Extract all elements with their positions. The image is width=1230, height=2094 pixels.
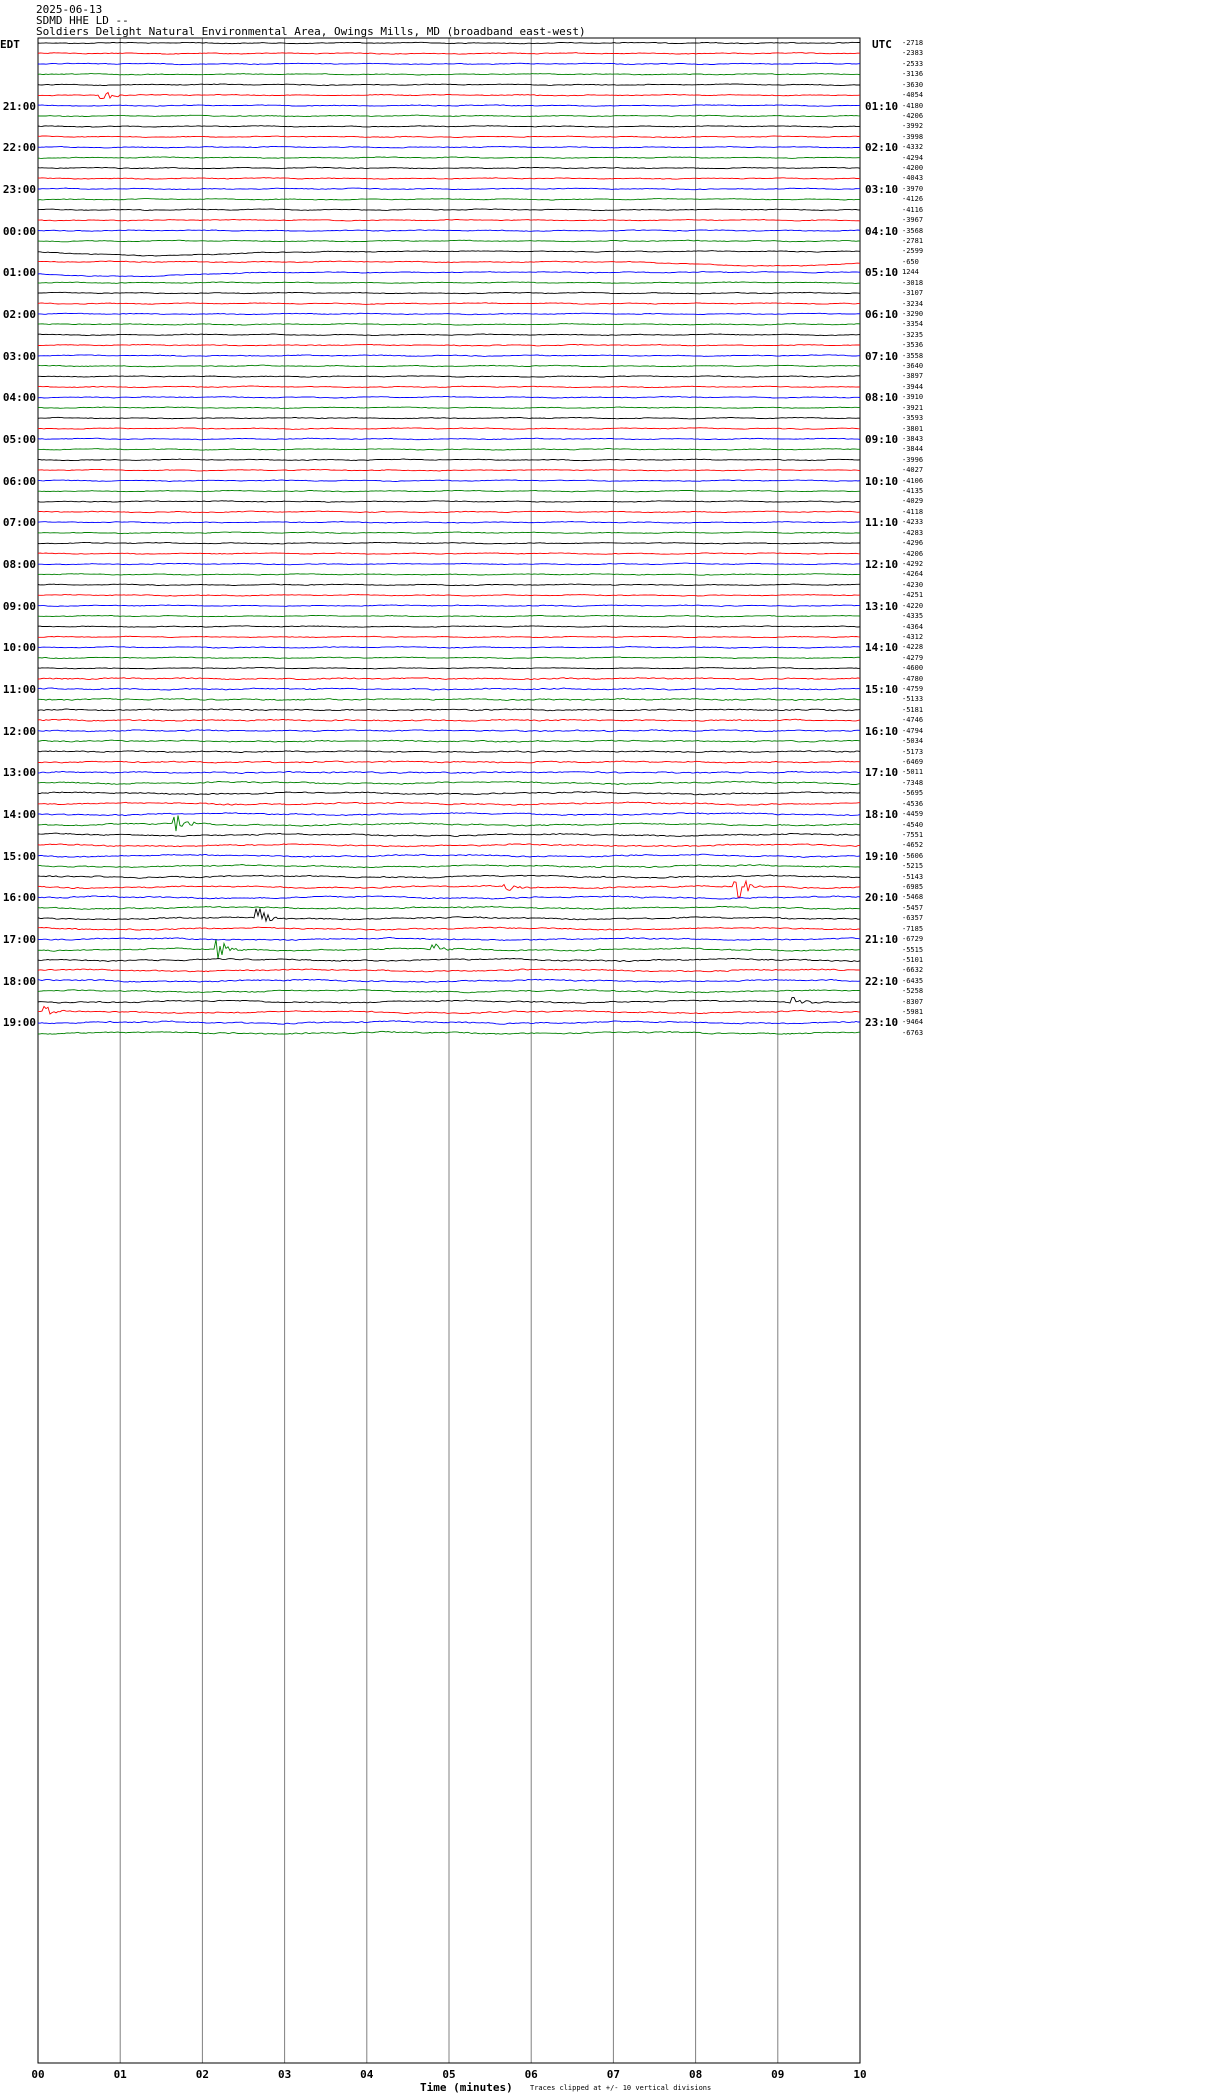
left-hour-label: 03:00 <box>2 349 36 363</box>
left-hour-label: 02:00 <box>2 307 36 321</box>
trace-count-label: -3844 <box>902 445 924 454</box>
left-hour-label: 19:00 <box>2 1016 36 1030</box>
left-hour-label: 12:00 <box>2 724 36 738</box>
left-hour-label: 09:00 <box>2 599 36 613</box>
trace-count-label: -6729 <box>902 935 924 944</box>
x-tick-label: 08 <box>688 2068 703 2081</box>
trace-count-label: -5173 <box>902 747 924 756</box>
x-tick-label: 09 <box>771 2068 785 2081</box>
x-axis-label: Time (minutes) <box>420 2081 513 2094</box>
trace-count-label: -5215 <box>902 862 924 871</box>
right-hour-label: 16:10 <box>865 724 899 738</box>
trace-count-label: -6763 <box>902 1028 924 1037</box>
right-hour-label: 22:10 <box>865 974 899 988</box>
right-hour-label: 17:10 <box>865 766 899 780</box>
trace-count-label: -4794 <box>902 726 924 735</box>
trace-count-label: -4459 <box>902 810 924 819</box>
trace-count-label: -3998 <box>902 132 924 141</box>
trace-count-label: -4054 <box>902 91 924 100</box>
left-hour-label: 10:00 <box>2 641 36 655</box>
trace-count-label: -4206 <box>902 111 924 120</box>
left-hour-label: 18:00 <box>2 974 36 988</box>
left-hour-label: 17:00 <box>2 933 36 947</box>
trace-count-label: -5981 <box>902 1008 924 1017</box>
right-hour-label: 21:10 <box>865 933 899 947</box>
trace-count-label: -3970 <box>902 184 924 193</box>
trace-count-label: -8307 <box>902 997 924 1006</box>
trace-count-label: -4652 <box>902 841 924 850</box>
trace-count-label: 1244 <box>902 268 919 277</box>
trace-count-label: -4312 <box>902 632 924 641</box>
right-hour-label: 19:10 <box>865 849 899 863</box>
trace-count-label: -3235 <box>902 330 924 339</box>
right-hour-label: 05:10 <box>865 266 899 280</box>
right-hour-label: 13:10 <box>865 599 899 613</box>
trace-count-label: -4780 <box>902 674 924 683</box>
trace-count-label: -3843 <box>902 434 924 443</box>
trace-count-label: -4335 <box>902 612 924 621</box>
trace-count-label: -4027 <box>902 466 924 475</box>
right-hour-label: 09:10 <box>865 432 899 446</box>
trace-count-label: -4029 <box>902 497 924 506</box>
trace-count-label: -6435 <box>902 976 924 985</box>
left-hour-label: 15:00 <box>2 849 36 863</box>
right-hour-label: 02:10 <box>865 141 899 155</box>
right-hour-label: 14:10 <box>865 641 899 655</box>
trace-count-label: -5101 <box>902 955 924 964</box>
right-hour-label: 06:10 <box>865 307 899 321</box>
trace-count-label: -5515 <box>902 945 924 954</box>
trace-count-label: -4116 <box>902 205 924 214</box>
trace-count-label: -3354 <box>902 320 924 329</box>
left-hour-label: 16:00 <box>2 891 36 905</box>
right-hour-label: 23:10 <box>865 1016 899 1030</box>
trace-count-label: -3107 <box>902 289 924 298</box>
trace-count-label: -5468 <box>902 893 924 902</box>
right-hour-label: 11:10 <box>865 516 899 530</box>
station-label: SDMD HHE LD -- <box>36 14 129 27</box>
x-tick-label: 10 <box>853 2068 867 2081</box>
trace-count-label: -3992 <box>902 122 924 131</box>
right-hour-label: 15:10 <box>865 683 899 697</box>
trace-count-label: -3630 <box>902 80 924 89</box>
right-hour-label: 04:10 <box>865 224 899 238</box>
trace-count-label: -4106 <box>902 476 924 485</box>
trace-count-label: -3996 <box>902 455 924 464</box>
trace-count-label: -6357 <box>902 914 924 923</box>
trace-count-label: -4264 <box>902 570 924 579</box>
left-hour-label: 21:00 <box>2 99 36 113</box>
trace-count-label: -2599 <box>902 247 924 256</box>
trace-count-label: -7551 <box>902 830 924 839</box>
trace-count-label: -3640 <box>902 362 924 371</box>
left-hour-label: 13:00 <box>2 766 36 780</box>
left-timezone-label: EDT <box>0 38 20 51</box>
trace-count-label: -4180 <box>902 101 924 110</box>
right-hour-label: 12:10 <box>865 558 899 571</box>
right-timezone-label: UTC <box>872 38 892 51</box>
trace-count-label: -2718 <box>902 39 924 47</box>
left-hour-label: 22:00 <box>2 141 36 155</box>
trace-count-label: -3136 <box>902 70 924 79</box>
left-hour-label: 00:00 <box>2 224 36 238</box>
x-tick-label: 03 <box>277 2068 292 2081</box>
trace-count-label: -9464 <box>902 1018 924 1027</box>
trace-count-label: -3967 <box>902 216 924 225</box>
trace-count-label: -4206 <box>902 549 924 558</box>
trace-count-label: -4135 <box>902 487 924 496</box>
left-hour-label: 08:00 <box>2 558 36 571</box>
trace-count-label: -4600 <box>902 664 924 673</box>
left-hour-label: 07:00 <box>2 516 36 530</box>
left-hour-label: 14:00 <box>2 808 36 822</box>
trace-count-label: -5258 <box>902 987 924 996</box>
trace-count-label: -4251 <box>902 591 924 600</box>
trace-count-label: -2781 <box>902 236 924 245</box>
right-hour-label: 03:10 <box>865 182 899 196</box>
trace-count-label: -4279 <box>902 653 924 662</box>
trace-count-label: -5606 <box>902 851 924 860</box>
left-hour-label: 06:00 <box>2 474 36 488</box>
x-tick-label: 07 <box>606 2068 621 2081</box>
trace-count-label: -4294 <box>902 153 924 162</box>
right-hour-label: 01:10 <box>865 99 899 113</box>
right-hour-label: 07:10 <box>865 349 899 363</box>
x-tick-label: 02 <box>195 2068 210 2081</box>
right-hour-label: 08:10 <box>865 391 899 405</box>
left-hour-label: 01:00 <box>2 266 36 280</box>
time-grid <box>38 38 860 2063</box>
trace-count-label: -650 <box>902 257 919 266</box>
trace-count-label: -3290 <box>902 309 924 318</box>
trace-count-label: -5181 <box>902 705 924 714</box>
trace-count-label: -5133 <box>902 695 924 704</box>
trace-count-label: -4233 <box>902 518 924 527</box>
trace-count-label: -4364 <box>902 622 924 631</box>
trace-count-label: -2383 <box>902 49 924 58</box>
clipping-note: Traces clipped at +/- 10 vertical divisions <box>530 2084 712 2092</box>
trace-count-label: -4200 <box>902 164 924 173</box>
trace-count-label: -6985 <box>902 883 924 892</box>
left-hour-label: 05:00 <box>2 432 36 446</box>
trace-count-label: -2533 <box>902 59 924 68</box>
trace-count-label: -4283 <box>902 528 924 537</box>
trace-count-label: -4220 <box>902 601 924 610</box>
right-hour-label: 20:10 <box>865 891 899 905</box>
trace-count-label: -4746 <box>902 716 924 725</box>
x-tick-label: 05 <box>442 2068 456 2081</box>
trace-count-label: -5695 <box>902 789 924 798</box>
trace-count-label: -5457 <box>902 903 924 912</box>
trace-count-label: -3593 <box>902 414 924 423</box>
trace-count-label: -7348 <box>902 778 924 787</box>
trace-count-label: -3801 <box>902 424 924 433</box>
trace-count-label: -6632 <box>902 966 924 975</box>
x-tick-label: 06 <box>524 2068 538 2081</box>
trace-count-label: -3558 <box>902 351 924 360</box>
right-hour-label: 18:10 <box>865 808 899 822</box>
trace-count-label: -4536 <box>902 799 924 808</box>
date-label: 2025-06-13 <box>36 3 103 16</box>
trace-count-label: -4759 <box>902 685 924 694</box>
trace-count-label: -3568 <box>902 226 924 235</box>
trace-count-label: -3897 <box>902 372 924 381</box>
trace-count-label: -3018 <box>902 278 924 287</box>
trace-count-label: -4292 <box>902 560 924 568</box>
trace-count-label: -4118 <box>902 507 924 516</box>
trace-count-label: -3536 <box>902 341 924 350</box>
trace-count-label: -3944 <box>902 382 924 391</box>
x-tick-label: 04 <box>360 2068 374 2081</box>
chart-title: Soldiers Delight Natural Environmental Area, Owings Mills, MD (broadband east-west) <box>36 25 586 38</box>
left-hour-label: 23:00 <box>2 182 36 196</box>
trace-count-label: -4126 <box>902 195 924 204</box>
x-tick-label: 01 <box>113 2068 127 2081</box>
trace-count-label: -7185 <box>902 924 924 933</box>
trace-count-label: -5143 <box>902 872 924 881</box>
trace-count-label: -4296 <box>902 539 924 548</box>
left-hour-label: 04:00 <box>2 391 36 405</box>
trace-count-label: -5034 <box>902 737 924 746</box>
trace-count-label: -4540 <box>902 820 924 829</box>
left-hour-label: 11:00 <box>2 683 36 697</box>
trace-count-label: -4332 <box>902 143 924 152</box>
trace-count-label: -4043 <box>902 174 924 183</box>
trace-count-label: -5011 <box>902 768 924 777</box>
trace-count-label: -4230 <box>902 580 924 589</box>
trace-count-label: -6469 <box>902 757 924 766</box>
trace-count-label: -3234 <box>902 299 924 308</box>
x-tick-label: 00 <box>31 2068 45 2081</box>
trace-count-label: -3910 <box>902 393 924 402</box>
right-hour-label: 10:10 <box>865 474 899 488</box>
trace-count-label: -4228 <box>902 643 924 652</box>
trace-count-label: -3921 <box>902 403 924 412</box>
